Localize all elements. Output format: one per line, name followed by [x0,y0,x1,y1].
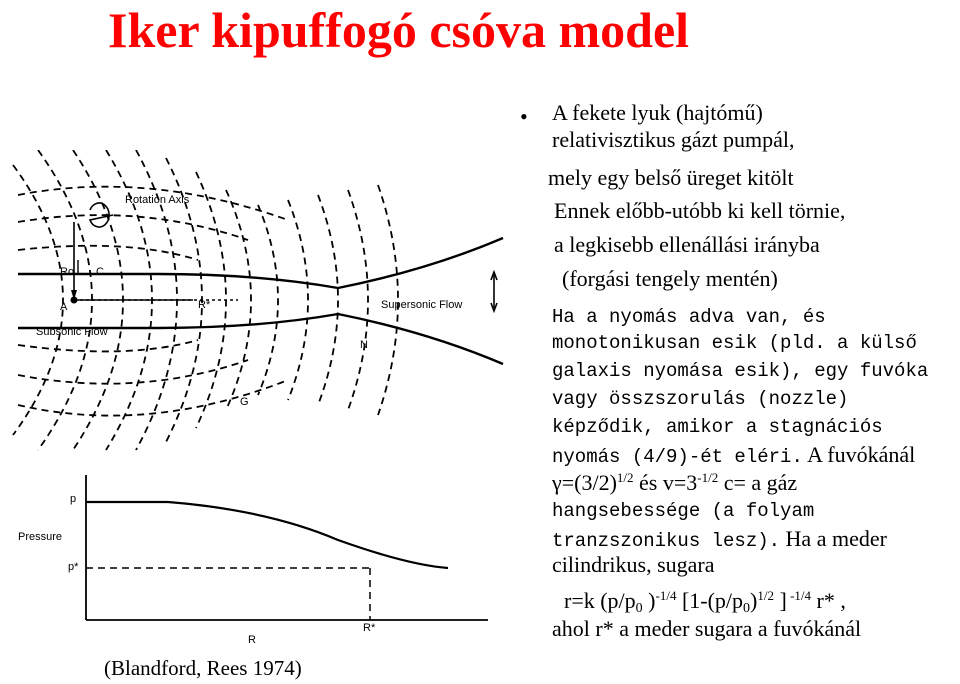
p-star-label: p* [68,561,79,573]
text-line-2: relativisztikus gázt pumpál, [552,127,795,152]
r-star-axis-label: R* [363,622,376,634]
text-line-4: Ennek előbb-utóbb ki kell törnie, [554,198,846,223]
a-label: A [60,301,68,313]
text-line-3: mely egy belső üreget kitölt [548,165,794,190]
text-line-1: A fekete lyuk (hajtómű) [552,100,763,125]
right-flow-arrows [491,272,497,311]
text-line-14: hangsebessége (a folyam [552,500,815,522]
citation-caption: (Blandford, Rees 1974) [104,656,302,680]
text-line-7: Ha a nyomás adva van, és [552,306,826,328]
g-label: G [240,396,249,408]
r-axis-label: R [248,634,256,646]
text-line-13: $\gamma=(3/2)^{1/2}$ és $v=3^{-1/2}$ c= a gáz [552,470,798,495]
text-line-18: ahol r* a meder sugara a fuvókánál [552,616,862,641]
text-line-10: vagy összszorulás (nozzle) [552,388,849,410]
n-label: N [360,339,368,351]
subsonic-flow-label: Subsonic Flow [36,326,108,338]
text-line-15: tranzszonikus lesz). Ha a meder [552,526,887,552]
text-line-9: galaxis nyomása esik), egy fuvóka [552,360,929,382]
page-title: Iker kipuffogó csóva model [108,2,690,58]
supersonic-flow-label: Supersonic Flow [381,299,463,311]
pressure-plot [18,475,488,646]
text-line-16: cilindrikus, sugara [552,552,715,577]
p-label: p [70,493,77,505]
text-line-6: (forgási tengely mentén) [562,266,778,291]
text-line-12: nyomás (4/9)-ét eléri. A fuvókánál [552,442,916,468]
text-line-11: képződik, amikor a stagnációs [552,416,883,438]
r-star-label: R* [198,299,211,311]
rotation-axis-label: Rotation Axis [125,194,190,206]
r0-label: Ro [60,266,75,278]
text-line-8: monotonikusan esik (pld. a külső [552,332,917,354]
pressure-label: Pressure [18,531,63,543]
text-line-5: a legkisebb ellenállási irányba [554,232,820,257]
bullet-marker: • [520,104,528,129]
jet-nozzle-diagram [8,150,508,650]
pressure-curve [86,502,448,568]
text-line-17: r=k ($p/p_0$ )$^{-1/4}$ [$1-(p/p_0)^{1/2}$ ] $^{-1/4}$ r* , [564,588,846,616]
c-label: C [96,266,104,278]
